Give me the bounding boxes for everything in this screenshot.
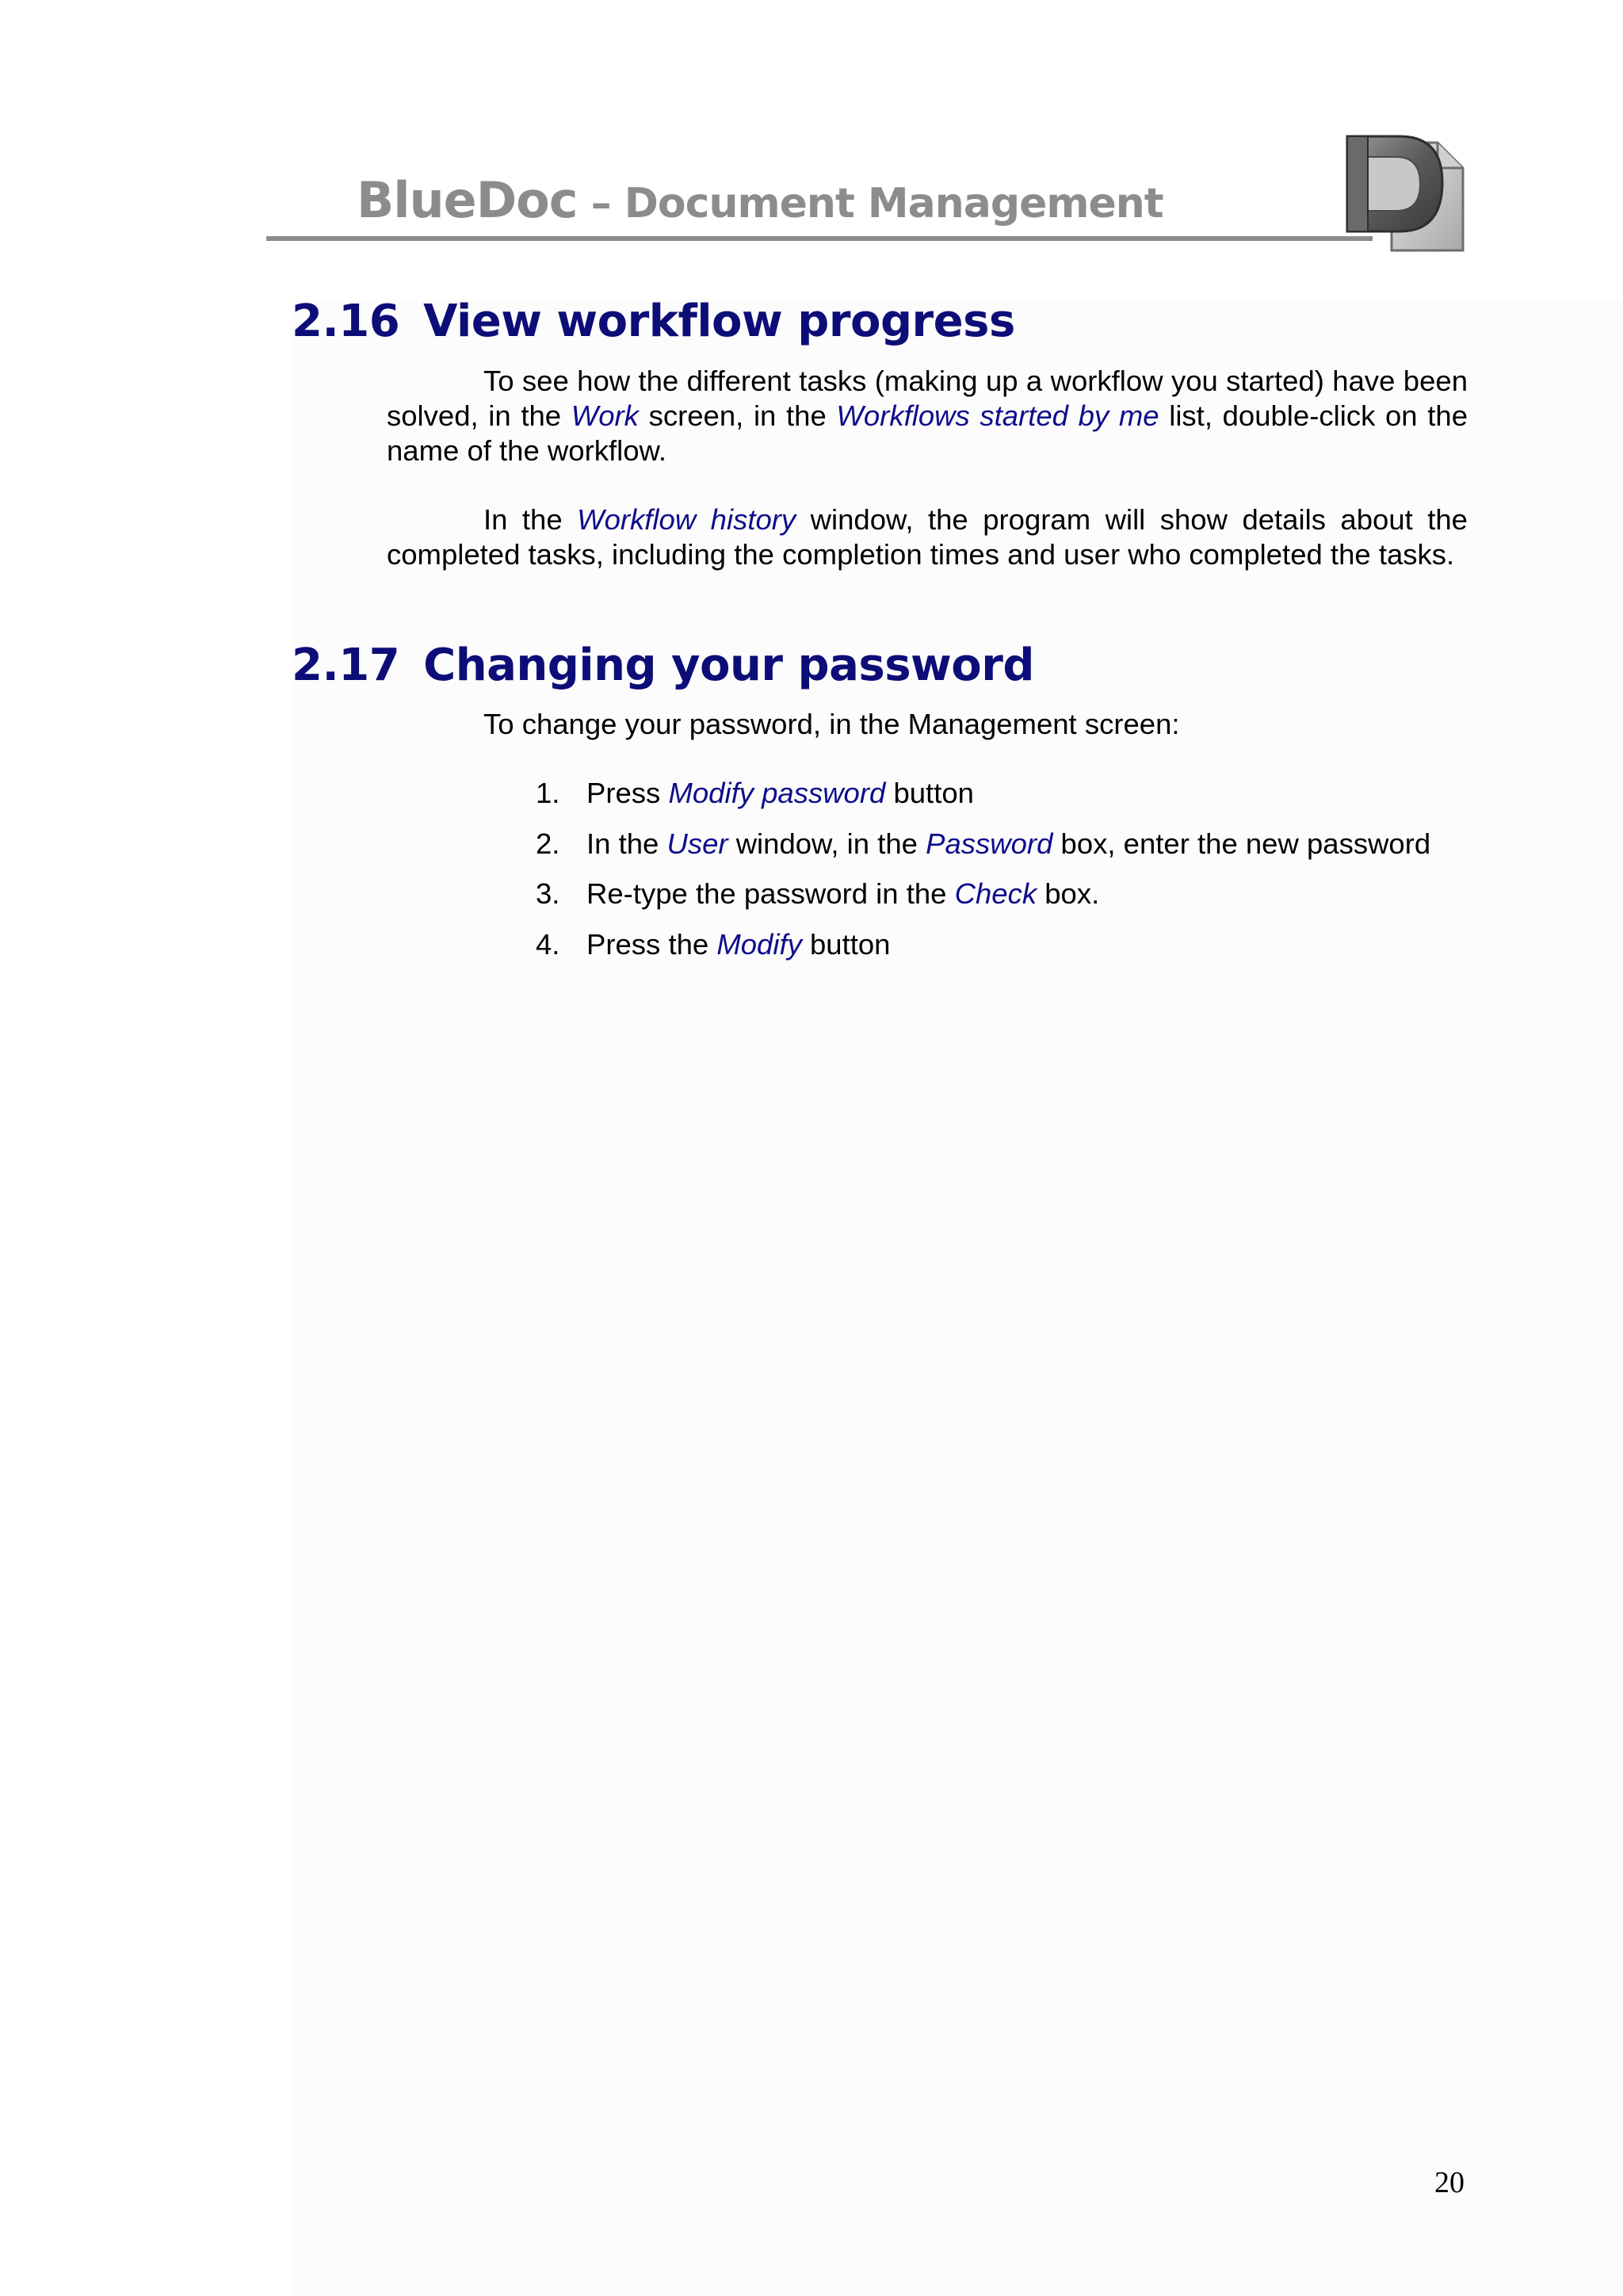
- section-title: View workflow progress: [423, 296, 1015, 347]
- text-run: Press: [586, 777, 669, 809]
- step-number: 1.: [536, 777, 560, 809]
- paragraph-workflow-progress: [387, 364, 1468, 468]
- text-run: button: [885, 777, 974, 809]
- text-run: In the: [483, 503, 578, 536]
- text-run: screen, in the: [638, 399, 837, 432]
- list-item: [536, 776, 974, 811]
- step-number: 3.: [536, 877, 560, 910]
- list-item: [536, 877, 1099, 911]
- page-number: 20: [1434, 2166, 1465, 2199]
- emphasis-work: Work: [571, 399, 639, 432]
- emphasis-workflows-started-by-me: Workflows started by me: [836, 399, 1159, 432]
- emphasis-modify-password: Modify password: [668, 777, 886, 809]
- emphasis-check: Check: [954, 877, 1037, 910]
- header-brand: BlueDoc: [357, 171, 578, 229]
- text-run: Re-type the password in the: [586, 877, 955, 910]
- section-heading-2-16: [292, 296, 1015, 347]
- text-run: window, the program will show details about the completed tasks, including the completion times and user who completed the tasks.: [387, 503, 1468, 571]
- section-number: 2.17: [292, 640, 400, 691]
- text-run: button: [801, 928, 891, 961]
- paragraph-workflow-history: [387, 502, 1468, 572]
- header-rule: [266, 236, 1373, 241]
- password-intro: To change your password, in the Management screen:: [483, 708, 1180, 740]
- page-background: [293, 301, 1623, 2296]
- list-item: [536, 927, 890, 962]
- emphasis-password: Password: [926, 827, 1053, 860]
- section-number: 2.16: [292, 296, 400, 347]
- text-run: To see how the different tasks (making up a workflow you started) have been solved, in the: [387, 365, 1468, 432]
- section-title: Changing your password: [423, 640, 1034, 691]
- text-run: list, double-click on the name of the workflow.: [387, 399, 1468, 467]
- header-subtitle: Document Management: [624, 180, 1163, 227]
- section-heading-2-17: [292, 640, 1034, 691]
- emphasis-workflow-history: Workflow history: [577, 503, 796, 536]
- list-item: [536, 827, 1430, 861]
- text-run: In the: [586, 827, 667, 860]
- step-number: 2.: [536, 827, 560, 860]
- step-number: 4.: [536, 928, 560, 961]
- text-run: box.: [1037, 877, 1100, 910]
- text-run: box, enter the new password: [1052, 827, 1431, 860]
- bluedoc-d-logo-icon: [1344, 133, 1466, 254]
- header-dash: –: [577, 180, 624, 227]
- emphasis-user: User: [666, 827, 728, 860]
- text-run: window, in the: [727, 827, 926, 860]
- document-header-title: [357, 171, 1163, 229]
- text-run: Press the: [586, 928, 717, 961]
- emphasis-modify: Modify: [716, 928, 802, 961]
